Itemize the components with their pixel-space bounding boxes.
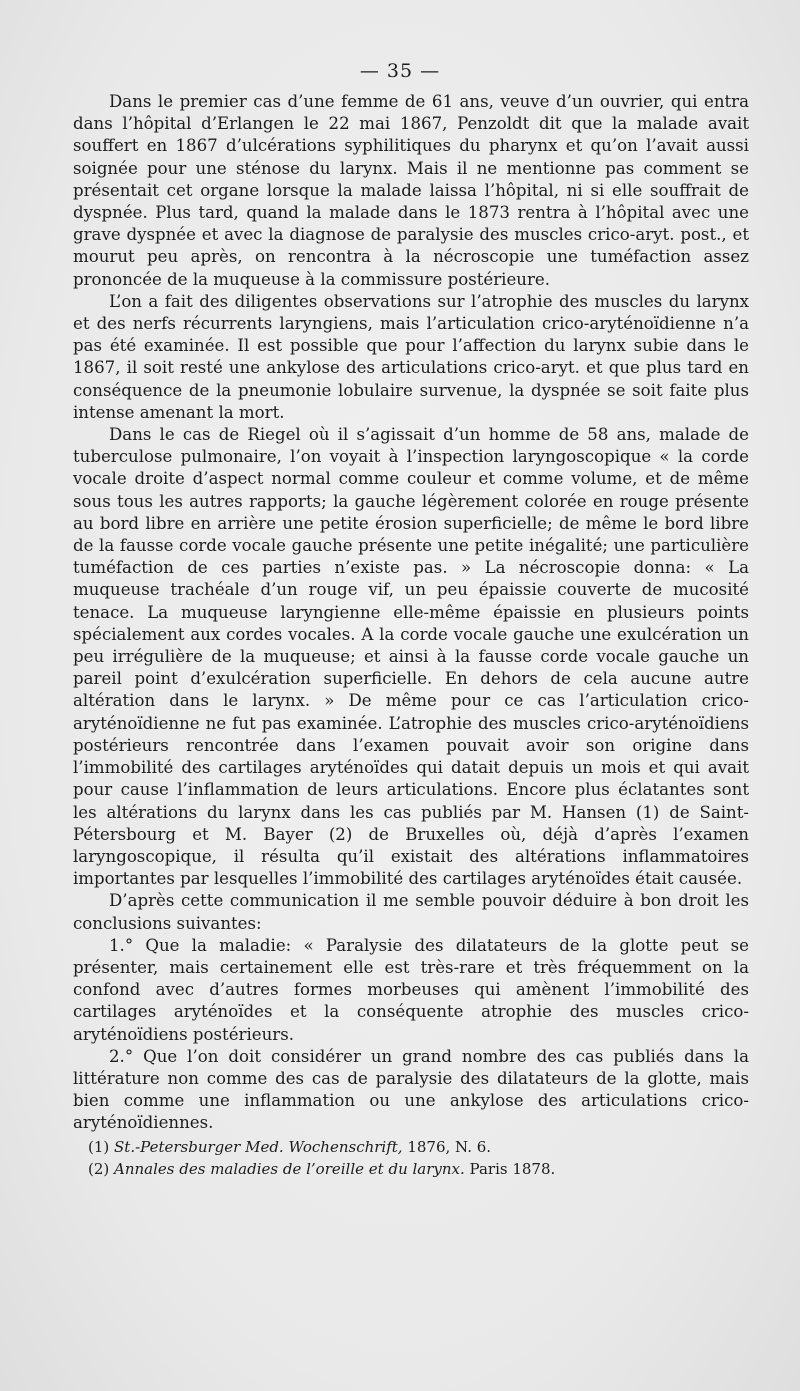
paragraph-4: D’après cette communication il me semble pouvoir déduire à bon droit les conclusions suivantes:: [73, 891, 749, 933]
footnote-1: [88, 1136, 748, 1158]
footnote-ref: (2): [88, 1160, 110, 1178]
footnote-title: Annales des maladies de l’oreille et du larynx.: [114, 1160, 465, 1178]
paragraph-1: Dans le premier cas d’une femme de 61 ans, veuve d’un ouvrier, qui entra dans l’hôpital d’Erlangen le 22 mai 1867, Penzoldt dit que la malade avait souffert en 1867 d’ulcérations syphilitiques du pharynx et qu’on l’avait aussi soignée pour une sténose du larynx. Mais il ne mentionne pas comment se présentait cet organe lorsque la malade laissa l’hôpital, ni si elle souffrait de dyspnée. Plus tard, quand la malade dans le 1873 rentra à l’hôpital avec une grave dyspnée et avec la diagnose de paralysie des muscles crico-aryt. post., et mourut peu après, on rencontra à la nécroscopie une tuméfaction assez prononcée de la muqueuse à la commissure postérieure.: [73, 92, 749, 289]
footnote-detail: Paris 1878.: [464, 1160, 556, 1178]
conclusion-1: 1.° Que la maladie: « Paralysie des dilatateurs de la glotte peut se présenter, mais certainement elle est très-rare et très fréquemment on la confond avec d’autres formes morbeuses qui amènent l’immobilité des cartilages aryténoïdes et la conséquente atrophie des muscles crico-aryténoïdiens postérieurs.: [73, 935, 749, 1044]
conclusion-2: 2.° Que l’on doit considérer un grand nombre des cas publiés dans la littérature non comme des cas de paralysie des dilatateurs de la glotte, mais bien comme une inflammation ou une ankylose des articulations crico-aryténoïdiennes.: [73, 1046, 749, 1133]
footnote-ref: (1): [88, 1138, 110, 1156]
paragraph-2: L’on a fait des diligentes observations sur l’atrophie des muscles du larynx et des nerfs récurrents laryngiens, mais l’articulation crico-aryténoïdienne n’a pas été examinée. Il est possible que pour l’affection du larynx subie dans le 1867, il soit resté une ankylose des articulations crico-aryt. et que plus tard en conséquence de la pneumonie lobulaire survenue, la dyspnée se soit faite plus intense amenant la mort.: [73, 291, 749, 422]
paragraph-3: Dans le cas de Riegel où il s’agissait d’un homme de 58 ans, malade de tuberculose pulmonaire, l’on voyait à l’inspection laryngoscopique « la corde vocale droite d’aspect normal comme couleur et comme volume, et de même sous tous les autres rapports; la gauche légèrement colorée en rouge présente au bord libre en arrière une petite érosion superficielle; de même le bord libre de la fausse corde vocale gauche présente une petite inégalité; une particulière tuméfaction de ces parties n’existe pas. » La nécroscopie donna: « La muqueuse trachéale d’un rouge vif, un peu épaissie couverte de mucosité tenace. La muqueuse laryngienne elle-même épaissie en plusieurs points spécialement aux cordes vocales. A la corde vocale gauche une exulcération un peu irrégulière de la muqueuse; et ainsi à la fausse corde vocale gauche un pareil point d’exulcération superficielle. En dehors de cela aucune autre altération dans le larynx. » De même pour ce cas l’articulation crico-aryténoïdienne ne fut pas examinée. L’atrophie des muscles crico-aryténoïdiens postérieurs rencontrée dans l’examen pouvait avoir son origine dans l’immobilité des cartilages aryténoïdes qui datait depuis un mois et qui avait pour cause l’inflammation de leurs articulations. Encore plus éclatantes sont les altérations du larynx dans les cas publiés par M. Hansen (1) de Saint-Pétersbourg et M. Bayer (2) de Bruxelles où, déjà d’après l’examen laryngoscopique, il résulta qu’il existait des altérations inflammatoires importantes par lesquelles l’immobilité des cartilages aryténoïdes était causée.: [73, 425, 749, 889]
footnote-title: St.-Petersburger Med. Wochenschrift,: [114, 1138, 403, 1156]
body-text: [73, 91, 749, 1135]
footnote-detail: 1876, N. 6.: [402, 1138, 492, 1156]
footnotes: [88, 1136, 748, 1180]
footnote-2: [88, 1158, 748, 1180]
page-number: — 35 —: [359, 60, 441, 82]
